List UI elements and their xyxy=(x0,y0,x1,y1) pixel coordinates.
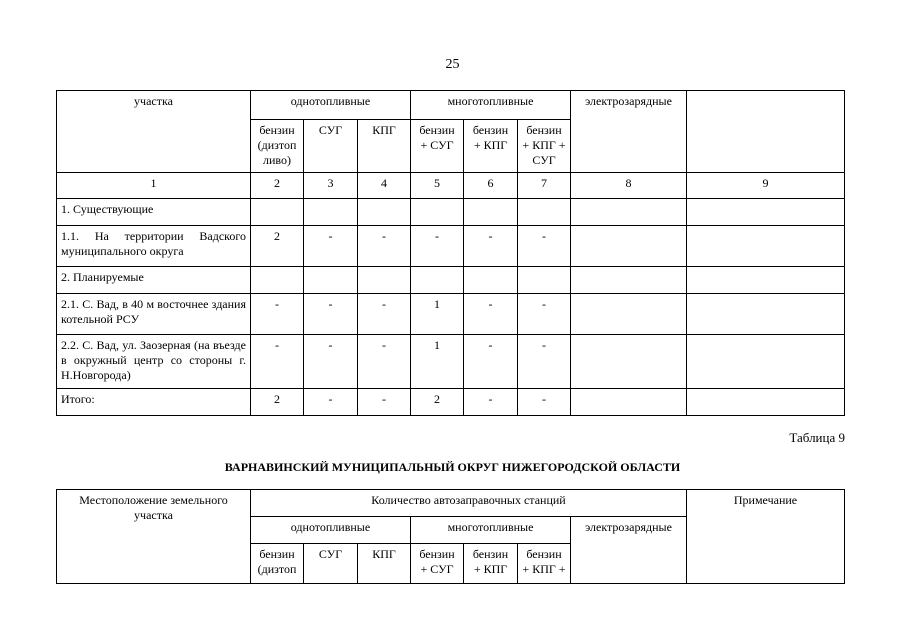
cell-value: - xyxy=(464,335,518,389)
cell-value: - xyxy=(358,294,411,335)
row-label: 2.1. С. Вад, в 40 м восточнее здания котельной РСУ xyxy=(57,294,251,335)
header-note: Примечание xyxy=(687,490,845,584)
subheader-petrol-cng: бензин + КПГ xyxy=(464,120,518,173)
subheader-lpg: СУГ xyxy=(304,544,358,584)
section-existing: 1. Существующие xyxy=(57,199,251,226)
subheader-petrol-cng-lpg: бензин + КПГ + xyxy=(518,544,571,584)
column-numbers-row xyxy=(57,173,845,199)
table-row xyxy=(57,294,845,335)
column-number: 2 xyxy=(251,173,304,199)
section-row xyxy=(57,199,845,226)
cell-value: - xyxy=(518,389,571,416)
header-note xyxy=(687,91,845,173)
header-plot: участка xyxy=(57,91,251,173)
subheader-petrol-cng: бензин + КПГ xyxy=(464,544,518,584)
subheader-cng: КПГ xyxy=(358,544,411,584)
cell-value: - xyxy=(358,226,411,267)
stations-table-varnavino xyxy=(56,489,845,584)
column-number: 7 xyxy=(518,173,571,199)
cell-value: - xyxy=(464,226,518,267)
row-label: 2.2. С. Вад, ул. Заозерная (на въезде в окружный центр со стороны г. Н.Новгорода) xyxy=(57,335,251,389)
cell-value: - xyxy=(304,294,358,335)
cell-value: 2 xyxy=(411,389,464,416)
cell-value: - xyxy=(518,226,571,267)
header-electric: электрозарядные xyxy=(571,91,687,173)
cell-value: - xyxy=(304,389,358,416)
cell-value: - xyxy=(518,294,571,335)
subheader-cng: КПГ xyxy=(358,120,411,173)
header-location: Местоположение земельного участка xyxy=(57,490,251,584)
row-label: 1.1. На территории Вадского муниципального округа xyxy=(57,226,251,267)
page-number: 25 xyxy=(445,57,460,72)
cell-value: 2 xyxy=(251,226,304,267)
column-number: 5 xyxy=(411,173,464,199)
cell-value: 1 xyxy=(411,335,464,389)
section-title: ВАРНАВИНСКИЙ МУНИЦИПАЛЬНЫЙ ОКРУГ НИЖЕГОРОДСКОЙ ОБЛАСТИ xyxy=(224,460,681,474)
total-row xyxy=(57,389,845,416)
header-single-fuel: однотопливные xyxy=(251,517,411,544)
cell-value: - xyxy=(304,335,358,389)
cell-value: - xyxy=(518,335,571,389)
stations-table-vad xyxy=(56,90,845,416)
cell-value: 1 xyxy=(411,294,464,335)
section-row xyxy=(57,267,845,294)
cell-value: - xyxy=(358,389,411,416)
subheader-lpg: СУГ xyxy=(304,120,358,173)
subheader-petrol-lpg: бензин + СУГ xyxy=(411,120,464,173)
column-number: 9 xyxy=(687,173,845,199)
subheader-petrol-cng-lpg: бензин + КПГ + СУГ xyxy=(518,120,571,173)
column-number: 1 xyxy=(57,173,251,199)
header-electric: электрозарядные xyxy=(571,517,687,584)
cell-value: - xyxy=(358,335,411,389)
header-station-count: Количество автозаправочных станций xyxy=(251,490,687,517)
subheader-petrol-lpg: бензин + СУГ xyxy=(411,544,464,584)
cell-value: - xyxy=(464,294,518,335)
cell-value: - xyxy=(411,226,464,267)
column-number: 8 xyxy=(571,173,687,199)
table-caption: Таблица 9 xyxy=(789,430,845,445)
header-multi-fuel: многотопливные xyxy=(411,91,571,120)
subheader-petrol: бензин (дизтоп ливо) xyxy=(251,120,304,173)
subheader-petrol: бензин (дизтоп xyxy=(251,544,304,584)
column-number: 3 xyxy=(304,173,358,199)
table-row xyxy=(57,226,845,267)
table-row xyxy=(57,335,845,389)
total-label: Итого: xyxy=(57,389,251,416)
column-number: 4 xyxy=(358,173,411,199)
cell-value: - xyxy=(251,294,304,335)
cell-value: 2 xyxy=(251,389,304,416)
column-number: 6 xyxy=(464,173,518,199)
header-multi-fuel: многотопливные xyxy=(411,517,571,544)
cell-value: - xyxy=(464,389,518,416)
header-single-fuel: однотопливные xyxy=(251,91,411,120)
section-planned: 2. Планируемые xyxy=(57,267,251,294)
cell-value: - xyxy=(251,335,304,389)
cell-value: - xyxy=(304,226,358,267)
